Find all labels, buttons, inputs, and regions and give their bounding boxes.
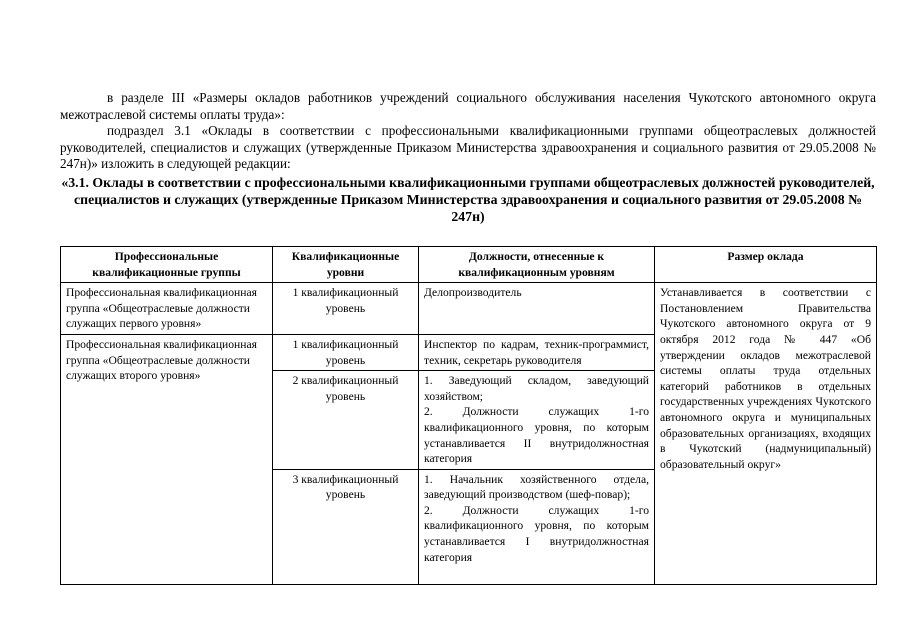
header-levels: Квалификационные уровни <box>273 246 419 282</box>
table-header-row <box>61 246 877 282</box>
header-positions: Должности, отнесенные к квалификационным уровням <box>419 246 655 282</box>
intro-paragraph-1: в разделе III «Размеры окладов работников учреждений социального обслуживания населения Чукотского автономного округа межотраслевой системы оплаты труда»: <box>60 90 876 122</box>
section-heading: «3.1. Оклады в соответствии с профессиональными квалификационными группами общеотраслевых должностей руководителей, специалистов и служащих (утвержденные Приказом Министерства здравоохранения и социального развития от 29.05.2008 № 247н) <box>61 174 875 224</box>
group2-level-2: 2 квалификационный уровень <box>273 371 419 470</box>
group1-positions: Делопроизводитель <box>419 283 655 335</box>
salary-cell: Устанавливается в соответствии с Постановлением Правительства Чукотского автономного округа от 9 октября 2012 года № 447 «Об утверждении окладов межотраслевой системы оплаты труда отдельных категорий работников в отдельных государственных учреждениях Чукотского автономного округа и муниципальных образовательных организациях, входящих в Чукотский (надмуниципальный) образовательный округ» <box>655 283 877 585</box>
group1-name: Профессиональная квалификационная группа «Общеотраслевые должности служащих первого уровня» <box>61 283 273 335</box>
header-salary: Размер оклада <box>655 246 877 282</box>
position-item: 2. Должности служащих 1-го квалификационного уровня, по которым устанавливается I внутридолжностная категория <box>424 503 649 564</box>
intro-paragraph-2: подраздел 3.1 «Оклады в соответствии с профессиональными квалификационными группами общеотраслевых должностей руководителей, специалистов и служащих (утвержденные Приказом Министерства здравоохранения и социального развития от 29.05.2008 № 247н)» изложить в следующей редакции: <box>60 123 876 172</box>
document-page <box>60 90 876 585</box>
table-row <box>61 283 877 335</box>
group2-positions-2 <box>419 371 655 470</box>
group2-level-3: 3 квалификационный уровень <box>273 469 419 584</box>
group2-level-1: 1 квалификационный уровень <box>273 334 419 370</box>
salary-table <box>60 246 877 585</box>
position-item: 1. Начальник хозяйственного отдела, заведующий производством (шеф-повар); <box>424 472 649 502</box>
position-item: 2. Должности служащих 1-го квалификационного уровня, по которым устанавливается II внутридолжностная категория <box>424 405 649 466</box>
position-item: 1. Заведующий складом, заведующий хозяйством; <box>424 374 649 403</box>
position-item: Инспектор по кадрам, техник-программист, техник, секретарь руководителя <box>424 337 649 367</box>
group2-positions-1 <box>419 334 655 370</box>
group1-level: 1 квалификационный уровень <box>273 283 419 335</box>
group2-positions-3 <box>419 469 655 584</box>
group2-name: Профессиональная квалификационная группа «Общеотраслевые должности служащих второго уровня» <box>61 334 273 584</box>
header-groups: Профессиональные квалификационные группы <box>61 246 273 282</box>
